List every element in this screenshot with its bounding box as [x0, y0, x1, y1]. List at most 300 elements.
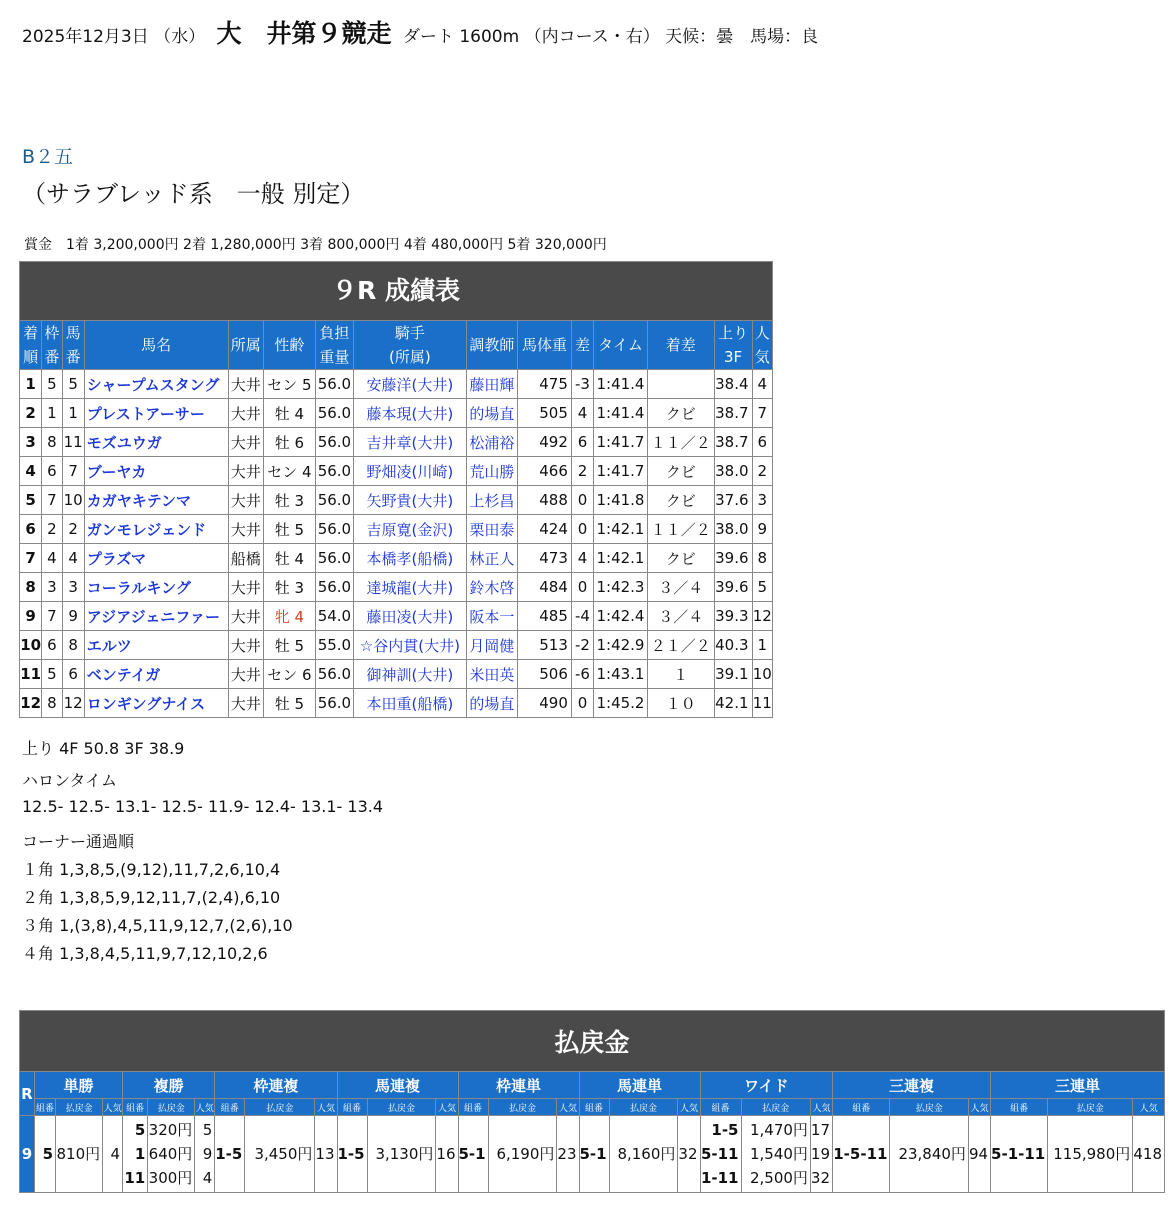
- result-frame: 5: [42, 370, 62, 399]
- result-num: 1: [62, 399, 84, 428]
- payout-sub-combo: 組番: [700, 1099, 741, 1116]
- payout-combo-cell: [833, 1116, 890, 1193]
- result-margin: クビ: [647, 486, 714, 515]
- col-header-weight: 負担 重量: [315, 321, 353, 370]
- furlong-times: 12.5- 12.5- 13.1- 12.5- 11.9- 12.4- 13.1- 13.4: [22, 797, 384, 816]
- result-frame: 6: [42, 631, 62, 660]
- result-weight: 56.0: [315, 428, 353, 457]
- trainer-link[interactable]: 松浦裕: [466, 428, 518, 457]
- result-weight: 56.0: [315, 457, 353, 486]
- result-stable: 大井: [228, 428, 263, 457]
- prize-money: 賞金 1着 3,200,000円 2着 1,280,000円 3着 800,000円 4着 480,000円 5着 320,000円: [24, 237, 607, 253]
- payout-pop: 13: [315, 1145, 335, 1163]
- payout-category-6: ワイド: [700, 1072, 833, 1099]
- payout-category-2: 枠連複: [215, 1072, 337, 1099]
- trainer-link[interactable]: 月岡健: [466, 631, 518, 660]
- payout-amount-cell: [1048, 1116, 1133, 1193]
- payout-sub-pop: 人気: [103, 1099, 123, 1116]
- payout-sub-amount: 払戻金: [1048, 1099, 1133, 1116]
- result-num: 7: [62, 457, 84, 486]
- payout-combo: 11: [124, 1169, 146, 1187]
- payout-amount: 23,840円: [898, 1145, 966, 1163]
- result-weight: 56.0: [315, 515, 353, 544]
- result-weight-diff: -2: [571, 631, 593, 660]
- payout-pop-cell: [436, 1116, 458, 1193]
- result-pos: 6: [20, 515, 42, 544]
- result-frame: 6: [42, 457, 62, 486]
- payout-amount-cell: [890, 1116, 968, 1193]
- result-sexage: セン 6: [264, 660, 316, 689]
- result-body-weight: 485: [518, 602, 572, 631]
- result-last3f: 38.7: [714, 428, 752, 457]
- payout-combo: 5-11: [700, 1145, 739, 1163]
- result-num: 10: [62, 486, 84, 515]
- payout-combo: 1-5: [337, 1145, 365, 1163]
- payout-combo: 5-1: [458, 1145, 486, 1163]
- result-sexage: 牡 6: [264, 428, 316, 457]
- horse-name-link[interactable]: ブーヤカ: [84, 457, 228, 486]
- payout-pop: 5: [202, 1121, 213, 1139]
- result-margin: １１／２: [647, 428, 714, 457]
- payout-amount-cell: [488, 1116, 557, 1193]
- payout-amount-cell: [367, 1116, 436, 1193]
- col-header-frame: 枠 番: [42, 321, 62, 370]
- jockey-link[interactable]: 藤本現(大井): [354, 399, 466, 428]
- payout-sub-combo: 組番: [34, 1099, 55, 1116]
- payout-sub-amount: 払戻金: [56, 1099, 103, 1116]
- payout-combo-cell: [337, 1116, 367, 1193]
- payout-combo: 5: [42, 1145, 54, 1163]
- payout-amount: 115,980円: [1053, 1145, 1131, 1163]
- horse-name-link[interactable]: ガンモレジェンド: [84, 515, 228, 544]
- result-last3f: 40.3: [714, 631, 752, 660]
- result-margin: [647, 370, 714, 399]
- payout-pop-cell: [968, 1116, 990, 1193]
- result-body-weight: 475: [518, 370, 572, 399]
- payout-sub-combo: 組番: [123, 1099, 148, 1116]
- payout-combo-cell: [991, 1116, 1048, 1193]
- result-num: 5: [62, 370, 84, 399]
- result-stable: 大井: [228, 631, 263, 660]
- result-weight: 56.0: [315, 660, 353, 689]
- result-weight: 56.0: [315, 486, 353, 515]
- payout-category-0: 単勝: [34, 1072, 122, 1099]
- payout-amount: 1,540円: [749, 1145, 808, 1163]
- payout-sub-pop: 人気: [195, 1099, 215, 1116]
- result-weight-diff: 2: [571, 457, 593, 486]
- payout-sub-combo: 組番: [579, 1099, 609, 1116]
- trainer-link[interactable]: 上杉昌: [466, 486, 518, 515]
- result-margin: １０: [647, 689, 714, 718]
- col-header-sexage: 性齢: [264, 321, 316, 370]
- result-last3f: 39.6: [714, 544, 752, 573]
- race-course-info: ダート 1600m （内コース・右） 天候：曇 馬場：良: [402, 27, 819, 47]
- result-frame: 2: [42, 515, 62, 544]
- horse-name-link[interactable]: アジアジェニファー: [84, 602, 228, 631]
- payout-sub-amount: 払戻金: [609, 1099, 678, 1116]
- payout-amount: 810円: [56, 1145, 101, 1163]
- result-margin: ３／４: [647, 573, 714, 602]
- payout-sub-amount: 払戻金: [488, 1099, 557, 1116]
- result-popularity: 3: [752, 486, 772, 515]
- result-num: 12: [62, 689, 84, 718]
- payout-pop: 23: [557, 1145, 577, 1163]
- result-body-weight: 466: [518, 457, 572, 486]
- result-num: 8: [62, 631, 84, 660]
- table-row: [20, 573, 773, 602]
- result-sexage: 牡 3: [264, 573, 316, 602]
- jockey-link[interactable]: 本橋孝(船橋): [354, 544, 466, 573]
- result-last3f: 39.3: [714, 602, 752, 631]
- result-popularity: 1: [752, 631, 772, 660]
- result-weight-diff: -3: [571, 370, 593, 399]
- result-sexage: 牝 4: [264, 602, 316, 631]
- jockey-link[interactable]: 矢野貴(大井): [354, 486, 466, 515]
- result-pos: 11: [20, 660, 42, 689]
- result-margin: クビ: [647, 544, 714, 573]
- payout-table: [19, 1010, 1165, 1193]
- col-header-trainer: 調教師: [466, 321, 518, 370]
- payout-pop: 32: [810, 1169, 831, 1187]
- payout-category-8: 三連単: [991, 1072, 1165, 1099]
- jockey-link[interactable]: 吉原寛(金沢): [354, 515, 466, 544]
- jockey-link[interactable]: 吉井章(大井): [354, 428, 466, 457]
- col-header-time: タイム: [594, 321, 648, 370]
- result-popularity: 10: [752, 660, 772, 689]
- payout-sub-combo: 組番: [215, 1099, 245, 1116]
- table-row: [20, 370, 773, 399]
- jockey-link[interactable]: ☆谷内貫(大井): [354, 631, 466, 660]
- result-margin: ２１／２: [647, 631, 714, 660]
- payout-combo-cell: [458, 1116, 488, 1193]
- result-time: 1:41.4: [594, 399, 648, 428]
- payout-amount-cell: [741, 1116, 810, 1193]
- result-sexage: 牡 4: [264, 399, 316, 428]
- horse-name-link[interactable]: モズユウガ: [84, 428, 228, 457]
- payout-sub-combo: 組番: [458, 1099, 488, 1116]
- result-weight-diff: 0: [571, 573, 593, 602]
- result-sexage: 牡 4: [264, 544, 316, 573]
- col-header-pos: 着 順: [20, 321, 42, 370]
- payout-race-number: 9: [20, 1116, 35, 1193]
- col-header-jockey: 騎手 (所属): [354, 321, 466, 370]
- race-class: B２五: [22, 146, 74, 168]
- payout-sub-pop: 人気: [810, 1099, 832, 1116]
- result-last3f: 42.1: [714, 689, 752, 718]
- payout-sub-pop: 人気: [557, 1099, 579, 1116]
- payout-amount-cell: [245, 1116, 315, 1193]
- agari-times: 上り 4F 50.8 3F 38.9: [22, 739, 185, 758]
- race-condition: （サラブレッド系 一般 別定）: [22, 180, 365, 208]
- payout-pop-cell: [810, 1116, 832, 1193]
- payout-category-4: 枠連単: [458, 1072, 579, 1099]
- result-weight: 56.0: [315, 399, 353, 428]
- result-last3f: 39.1: [714, 660, 752, 689]
- result-last3f: 38.7: [714, 399, 752, 428]
- payout-sub-pop: 人気: [315, 1099, 337, 1116]
- payout-amount: 8,160円: [617, 1145, 676, 1163]
- payout-pop-cell: [678, 1116, 700, 1193]
- payout-pop: 9: [202, 1145, 213, 1163]
- result-popularity: 2: [752, 457, 772, 486]
- result-margin: クビ: [647, 399, 714, 428]
- result-frame: 8: [42, 689, 62, 718]
- payout-combo-cell: [215, 1116, 245, 1193]
- table-row: [20, 428, 773, 457]
- payout-combo: 5-1-11: [991, 1145, 1046, 1163]
- payout-sub-amount: 払戻金: [890, 1099, 968, 1116]
- result-frame: 7: [42, 602, 62, 631]
- payout-r-label: R: [20, 1072, 35, 1116]
- payout-combo: 1-5: [711, 1121, 739, 1139]
- corner-1: １角 1,3,8,5,(9,12),11,7,2,6,10,4: [22, 860, 281, 879]
- result-pos: 7: [20, 544, 42, 573]
- col-header-last3f: 上り 3F: [714, 321, 752, 370]
- result-popularity: 12: [752, 602, 772, 631]
- result-sexage: 牡 5: [264, 689, 316, 718]
- horse-name-link[interactable]: ベンテイガ: [84, 660, 228, 689]
- horse-name-link[interactable]: プレストアーサー: [84, 399, 228, 428]
- corner-2: ２角 1,3,8,5,9,12,11,7,(2,4),6,10: [22, 888, 281, 907]
- payout-category-5: 馬連単: [579, 1072, 700, 1099]
- jockey-link[interactable]: 安藤洋(大井): [354, 370, 466, 399]
- result-num: 3: [62, 573, 84, 602]
- payout-amount-cell: [56, 1116, 103, 1193]
- payout-pop: 19: [810, 1145, 831, 1163]
- race-title: 大 井第９競走: [216, 19, 392, 48]
- result-num: 11: [62, 428, 84, 457]
- result-popularity: 11: [752, 689, 772, 718]
- result-num: 9: [62, 602, 84, 631]
- results-table: [19, 261, 773, 718]
- payout-pop: 16: [436, 1145, 456, 1163]
- payout-combo-cell: [700, 1116, 741, 1193]
- result-last3f: 38.0: [714, 457, 752, 486]
- result-last3f: 39.6: [714, 573, 752, 602]
- payout-combo: 1-5-11: [833, 1145, 888, 1163]
- payout-sub-pop: 人気: [436, 1099, 458, 1116]
- result-stable: 大井: [228, 515, 263, 544]
- payout-amount: 320円: [148, 1121, 193, 1139]
- payout-pop-cell: [195, 1116, 215, 1193]
- result-num: 6: [62, 660, 84, 689]
- trainer-link[interactable]: 林正人: [466, 544, 518, 573]
- result-body-weight: 513: [518, 631, 572, 660]
- result-time: 1:42.1: [594, 544, 648, 573]
- corner-label: コーナー通過順: [22, 832, 135, 851]
- result-last3f: 37.6: [714, 486, 752, 515]
- result-frame: 7: [42, 486, 62, 515]
- col-header-horse: 馬名: [84, 321, 228, 370]
- result-time: 1:42.9: [594, 631, 648, 660]
- payout-sub-combo: 組番: [833, 1099, 890, 1116]
- result-weight: 56.0: [315, 689, 353, 718]
- result-sexage: 牡 5: [264, 515, 316, 544]
- result-time: 1:41.7: [594, 428, 648, 457]
- result-pos: 8: [20, 573, 42, 602]
- payout-category-7: 三連複: [833, 1072, 991, 1099]
- payout-sub-combo: 組番: [991, 1099, 1048, 1116]
- result-stable: 大井: [228, 399, 263, 428]
- payout-pop-cell: [103, 1116, 123, 1193]
- payout-combo: 5-1: [579, 1145, 607, 1163]
- result-body-weight: 473: [518, 544, 572, 573]
- payout-amount: 300円: [148, 1169, 193, 1187]
- payout-pop: 4: [110, 1145, 121, 1163]
- trainer-link[interactable]: 荒山勝: [466, 457, 518, 486]
- col-header-pop: 人 気: [752, 321, 772, 370]
- payout-pop-cell: [557, 1116, 579, 1193]
- result-pos: 5: [20, 486, 42, 515]
- corner-4: ４角 1,3,8,4,5,11,9,7,12,10,2,6: [22, 944, 268, 963]
- result-body-weight: 484: [518, 573, 572, 602]
- table-row: [20, 399, 773, 428]
- horse-name-link[interactable]: プラズマ: [84, 544, 228, 573]
- result-weight-diff: 0: [571, 486, 593, 515]
- payout-amount: 640円: [148, 1145, 193, 1163]
- result-time: 1:41.7: [594, 457, 648, 486]
- payout-sub-pop: 人気: [678, 1099, 700, 1116]
- jockey-link[interactable]: 藤田凌(大井): [354, 602, 466, 631]
- payout-pop: 4: [202, 1169, 213, 1187]
- payout-amount-cell: [148, 1116, 195, 1193]
- result-weight: 56.0: [315, 573, 353, 602]
- jockey-link[interactable]: 達城龍(大井): [354, 573, 466, 602]
- result-stable: 船橋: [228, 544, 263, 573]
- table-row: [20, 689, 773, 718]
- horse-name-link[interactable]: ロンギングナイス: [84, 689, 228, 718]
- result-weight-diff: 4: [571, 544, 593, 573]
- result-pos: 1: [20, 370, 42, 399]
- table-row: [20, 515, 773, 544]
- payout-pop-cell: [315, 1116, 337, 1193]
- result-time: 1:41.8: [594, 486, 648, 515]
- result-popularity: 6: [752, 428, 772, 457]
- result-body-weight: 506: [518, 660, 572, 689]
- result-pos: 4: [20, 457, 42, 486]
- result-weight-diff: -6: [571, 660, 593, 689]
- col-header-diff: 差: [571, 321, 593, 370]
- payout-amount: 2,500円: [749, 1169, 808, 1187]
- table-row: [20, 660, 773, 689]
- result-weight-diff: 6: [571, 428, 593, 457]
- result-num: 4: [62, 544, 84, 573]
- result-time: 1:43.1: [594, 660, 648, 689]
- furlong-label: ハロンタイム: [22, 771, 118, 790]
- trainer-link[interactable]: 米田英: [466, 660, 518, 689]
- result-pos: 12: [20, 689, 42, 718]
- result-last3f: 38.4: [714, 370, 752, 399]
- result-weight-diff: 0: [571, 689, 593, 718]
- payout-amount: 1,470円: [749, 1121, 808, 1139]
- result-body-weight: 490: [518, 689, 572, 718]
- trainer-link[interactable]: 阪本一: [466, 602, 518, 631]
- payout-amount-cell: [609, 1116, 678, 1193]
- result-sexage: 牡 5: [264, 631, 316, 660]
- payout-sub-amount: 払戻金: [741, 1099, 810, 1116]
- result-body-weight: 505: [518, 399, 572, 428]
- result-pos: 2: [20, 399, 42, 428]
- result-stable: 大井: [228, 689, 263, 718]
- result-popularity: 9: [752, 515, 772, 544]
- result-sexage: 牡 3: [264, 486, 316, 515]
- result-weight: 56.0: [315, 544, 353, 573]
- payout-pop: 94: [968, 1145, 989, 1163]
- result-weight-diff: 4: [571, 399, 593, 428]
- jockey-link[interactable]: 野畑凌(川崎): [354, 457, 466, 486]
- results-title: ９R 成績表: [20, 262, 773, 321]
- horse-name-link[interactable]: シャープムスタング: [84, 370, 228, 399]
- result-time: 1:42.1: [594, 515, 648, 544]
- result-weight-diff: -4: [571, 602, 593, 631]
- payout-sub-amount: 払戻金: [245, 1099, 315, 1116]
- result-stable: 大井: [228, 602, 263, 631]
- race-date: 2025年12月3日 （水）: [22, 27, 206, 47]
- payout-combo-cell: [34, 1116, 55, 1193]
- result-popularity: 8: [752, 544, 772, 573]
- result-pos: 10: [20, 631, 42, 660]
- payout-pop: 32: [678, 1145, 698, 1163]
- payout-amount: 3,450円: [254, 1145, 313, 1163]
- result-popularity: 7: [752, 399, 772, 428]
- horse-name-link[interactable]: エルツ: [84, 631, 228, 660]
- result-time: 1:45.2: [594, 689, 648, 718]
- trainer-link[interactable]: 藤田輝: [466, 370, 518, 399]
- trainer-link[interactable]: 的場直: [466, 689, 518, 718]
- result-stable: 大井: [228, 486, 263, 515]
- col-header-stable: 所属: [228, 321, 263, 370]
- col-header-num: 馬 番: [62, 321, 84, 370]
- result-margin: １: [647, 660, 714, 689]
- result-frame: 4: [42, 544, 62, 573]
- result-frame: 1: [42, 399, 62, 428]
- payout-sub-pop: 人気: [968, 1099, 990, 1116]
- col-header-margin: 着差: [647, 321, 714, 370]
- payout-category-1: 複勝: [123, 1072, 215, 1099]
- payout-sub-amount: 払戻金: [367, 1099, 436, 1116]
- payout-combo: 1: [134, 1145, 146, 1163]
- table-row: [20, 544, 773, 573]
- jockey-link[interactable]: 御神訓(大井): [354, 660, 466, 689]
- race-header: [22, 14, 818, 50]
- horse-name-link[interactable]: コーラルキング: [84, 573, 228, 602]
- payout-combo: 1-5: [215, 1145, 243, 1163]
- result-time: 1:42.4: [594, 602, 648, 631]
- payout-sub-combo: 組番: [337, 1099, 367, 1116]
- result-weight: 55.0: [315, 631, 353, 660]
- horse-name-link[interactable]: カガヤキテンマ: [84, 486, 228, 515]
- result-weight-diff: 0: [571, 515, 593, 544]
- result-margin: １１／２: [647, 515, 714, 544]
- payout-pop: 17: [810, 1121, 831, 1139]
- table-row: [20, 631, 773, 660]
- result-frame: 3: [42, 573, 62, 602]
- payout-amount: 3,130円: [375, 1145, 434, 1163]
- table-row: [20, 486, 773, 515]
- trainer-link[interactable]: 栗田泰: [466, 515, 518, 544]
- payout-pop: 418: [1133, 1145, 1162, 1163]
- jockey-link[interactable]: 本田重(船橋): [354, 689, 466, 718]
- result-stable: 大井: [228, 370, 263, 399]
- result-pos: 3: [20, 428, 42, 457]
- trainer-link[interactable]: 的場直: [466, 399, 518, 428]
- result-margin: クビ: [647, 457, 714, 486]
- trainer-link[interactable]: 鈴木啓: [466, 573, 518, 602]
- table-row: [20, 457, 773, 486]
- result-body-weight: 424: [518, 515, 572, 544]
- payout-amount: 6,190円: [496, 1145, 555, 1163]
- result-frame: 5: [42, 660, 62, 689]
